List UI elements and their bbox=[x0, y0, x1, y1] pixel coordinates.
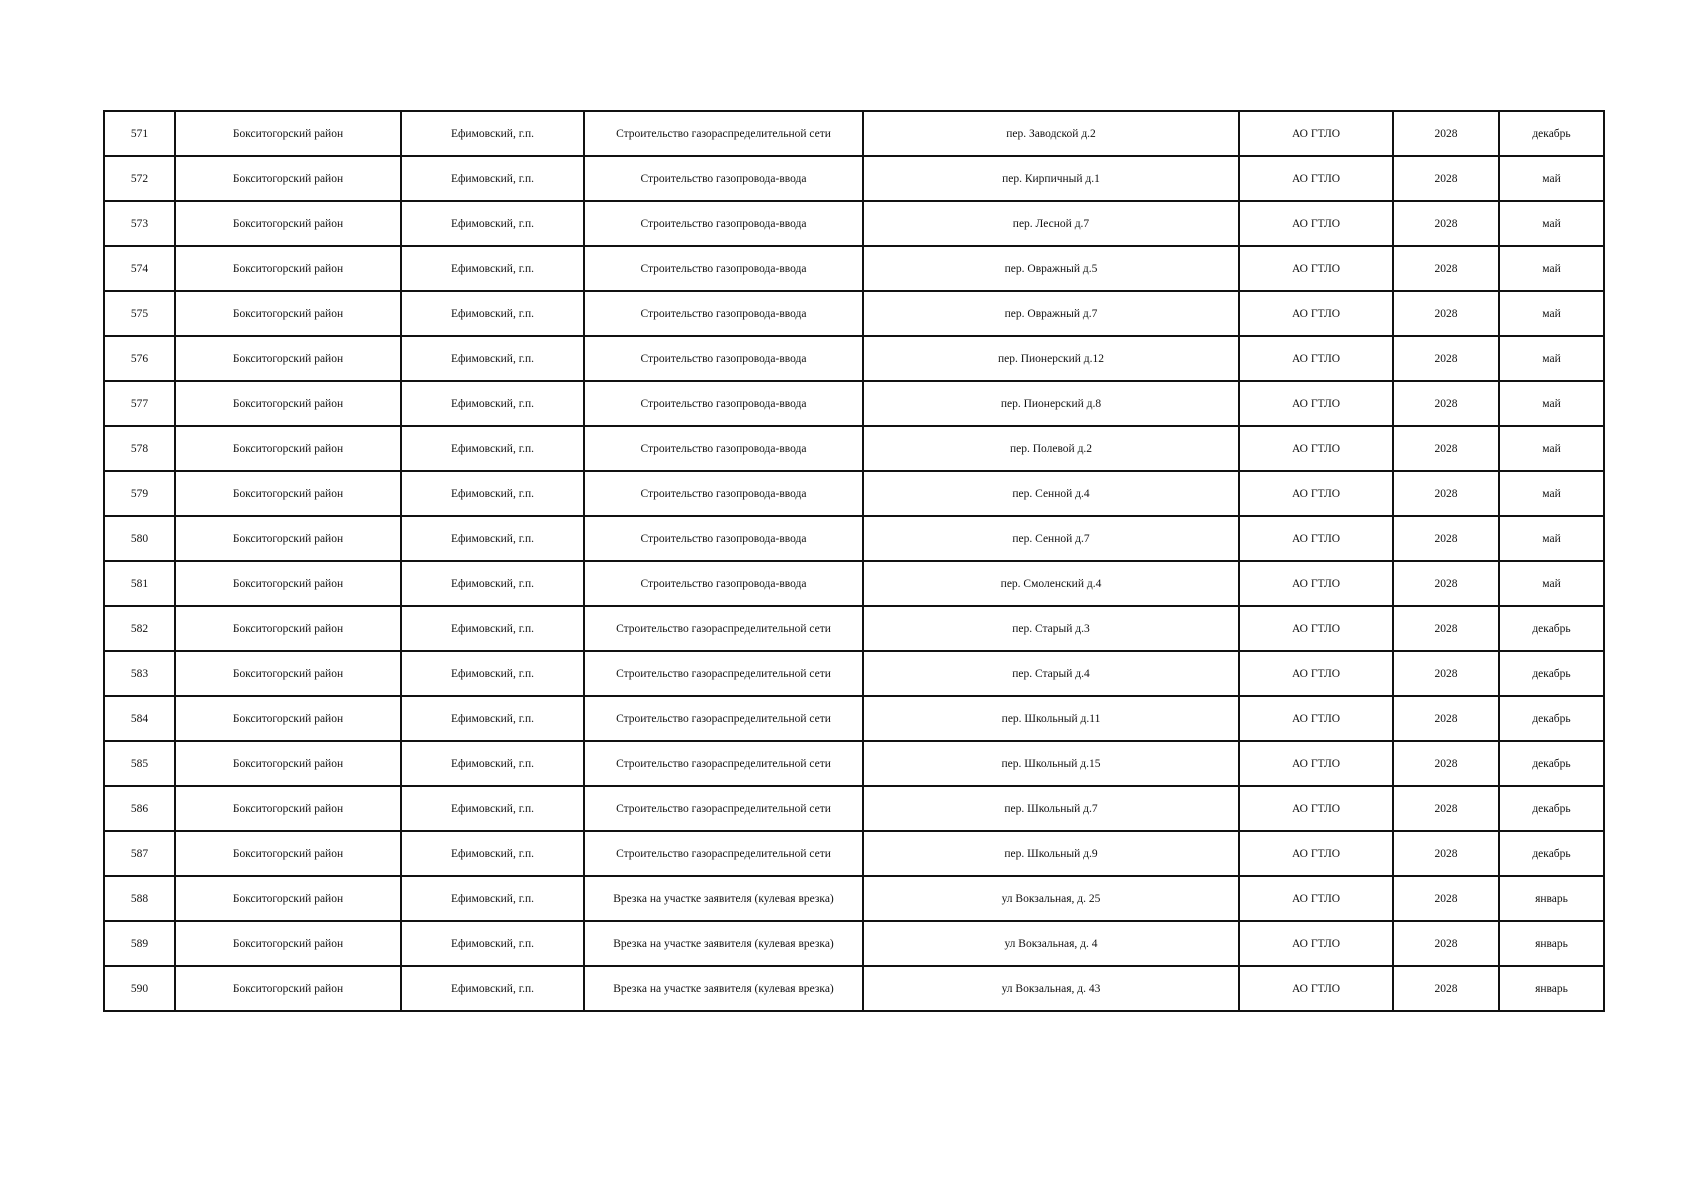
table-row bbox=[104, 156, 1604, 201]
address-cell: ул Вокзальная, д. 4 bbox=[863, 921, 1239, 966]
district-cell: Бокситогорский район bbox=[175, 876, 401, 921]
table-row bbox=[104, 921, 1604, 966]
year-cell: 2028 bbox=[1393, 381, 1499, 426]
organization-cell: АО ГТЛО bbox=[1239, 786, 1393, 831]
district-cell: Бокситогорский район bbox=[175, 696, 401, 741]
address-cell: пер. Школьный д.11 bbox=[863, 696, 1239, 741]
month-cell: январь bbox=[1499, 966, 1604, 1011]
district-cell: Бокситогорский район bbox=[175, 651, 401, 696]
address-cell: пер. Сенной д.4 bbox=[863, 471, 1239, 516]
table-row bbox=[104, 651, 1604, 696]
organization-cell: АО ГТЛО bbox=[1239, 561, 1393, 606]
work-type-cell: Врезка на участке заявителя (кулевая врезка) bbox=[584, 876, 863, 921]
year-cell: 2028 bbox=[1393, 246, 1499, 291]
organization-cell: АО ГТЛО bbox=[1239, 876, 1393, 921]
year-cell: 2028 bbox=[1393, 921, 1499, 966]
month-cell: январь bbox=[1499, 876, 1604, 921]
month-cell: декабрь bbox=[1499, 696, 1604, 741]
organization-cell: АО ГТЛО bbox=[1239, 966, 1393, 1011]
row-number-cell: 583 bbox=[104, 651, 175, 696]
row-number-cell: 575 bbox=[104, 291, 175, 336]
settlement-cell: Ефимовский, г.п. bbox=[401, 381, 584, 426]
month-cell: май bbox=[1499, 471, 1604, 516]
district-cell: Бокситогорский район bbox=[175, 426, 401, 471]
table-row bbox=[104, 561, 1604, 606]
settlement-cell: Ефимовский, г.п. bbox=[401, 651, 584, 696]
month-cell: декабрь bbox=[1499, 606, 1604, 651]
organization-cell: АО ГТЛО bbox=[1239, 201, 1393, 246]
year-cell: 2028 bbox=[1393, 336, 1499, 381]
month-cell: май bbox=[1499, 381, 1604, 426]
district-cell: Бокситогорский район bbox=[175, 111, 401, 156]
district-cell: Бокситогорский район bbox=[175, 516, 401, 561]
table-row bbox=[104, 246, 1604, 291]
work-type-cell: Строительство газопровода-ввода bbox=[584, 246, 863, 291]
year-cell: 2028 bbox=[1393, 606, 1499, 651]
year-cell: 2028 bbox=[1393, 561, 1499, 606]
row-number-cell: 574 bbox=[104, 246, 175, 291]
address-cell: пер. Старый д.4 bbox=[863, 651, 1239, 696]
table-row bbox=[104, 606, 1604, 651]
address-cell: пер. Пионерский д.12 bbox=[863, 336, 1239, 381]
month-cell: январь bbox=[1499, 921, 1604, 966]
address-cell: пер. Сенной д.7 bbox=[863, 516, 1239, 561]
organization-cell: АО ГТЛО bbox=[1239, 696, 1393, 741]
table-body bbox=[104, 111, 1604, 1011]
row-number-cell: 582 bbox=[104, 606, 175, 651]
table-row bbox=[104, 291, 1604, 336]
settlement-cell: Ефимовский, г.п. bbox=[401, 876, 584, 921]
district-cell: Бокситогорский район bbox=[175, 291, 401, 336]
month-cell: май bbox=[1499, 291, 1604, 336]
work-type-cell: Строительство газопровода-ввода bbox=[584, 336, 863, 381]
organization-cell: АО ГТЛО bbox=[1239, 156, 1393, 201]
month-cell: декабрь bbox=[1499, 786, 1604, 831]
organization-cell: АО ГТЛО bbox=[1239, 651, 1393, 696]
year-cell: 2028 bbox=[1393, 696, 1499, 741]
address-cell: пер. Полевой д.2 bbox=[863, 426, 1239, 471]
settlement-cell: Ефимовский, г.п. bbox=[401, 786, 584, 831]
table-row bbox=[104, 201, 1604, 246]
table-row bbox=[104, 876, 1604, 921]
address-cell: пер. Школьный д.15 bbox=[863, 741, 1239, 786]
organization-cell: АО ГТЛО bbox=[1239, 426, 1393, 471]
table-row bbox=[104, 966, 1604, 1011]
organization-cell: АО ГТЛО bbox=[1239, 291, 1393, 336]
settlement-cell: Ефимовский, г.п. bbox=[401, 246, 584, 291]
settlement-cell: Ефимовский, г.п. bbox=[401, 831, 584, 876]
district-cell: Бокситогорский район bbox=[175, 246, 401, 291]
month-cell: май bbox=[1499, 156, 1604, 201]
year-cell: 2028 bbox=[1393, 291, 1499, 336]
row-number-cell: 577 bbox=[104, 381, 175, 426]
address-cell: пер. Старый д.3 bbox=[863, 606, 1239, 651]
month-cell: декабрь bbox=[1499, 831, 1604, 876]
year-cell: 2028 bbox=[1393, 786, 1499, 831]
work-type-cell: Строительство газопровода-ввода bbox=[584, 516, 863, 561]
row-number-cell: 590 bbox=[104, 966, 175, 1011]
work-type-cell: Строительство газопровода-ввода bbox=[584, 471, 863, 516]
work-type-cell: Строительство газопровода-ввода bbox=[584, 291, 863, 336]
district-cell: Бокситогорский район bbox=[175, 156, 401, 201]
settlement-cell: Ефимовский, г.п. bbox=[401, 291, 584, 336]
year-cell: 2028 bbox=[1393, 876, 1499, 921]
work-type-cell: Строительство газопровода-ввода bbox=[584, 426, 863, 471]
address-cell: пер. Овражный д.5 bbox=[863, 246, 1239, 291]
year-cell: 2028 bbox=[1393, 426, 1499, 471]
organization-cell: АО ГТЛО bbox=[1239, 381, 1393, 426]
year-cell: 2028 bbox=[1393, 156, 1499, 201]
settlement-cell: Ефимовский, г.п. bbox=[401, 606, 584, 651]
table-row bbox=[104, 741, 1604, 786]
year-cell: 2028 bbox=[1393, 741, 1499, 786]
table-row bbox=[104, 471, 1604, 516]
work-type-cell: Строительство газораспределительной сети bbox=[584, 786, 863, 831]
organization-cell: АО ГТЛО bbox=[1239, 516, 1393, 561]
work-type-cell: Строительство газопровода-ввода bbox=[584, 156, 863, 201]
address-cell: ул Вокзальная, д. 43 bbox=[863, 966, 1239, 1011]
year-cell: 2028 bbox=[1393, 651, 1499, 696]
district-cell: Бокситогорский район bbox=[175, 381, 401, 426]
year-cell: 2028 bbox=[1393, 831, 1499, 876]
district-cell: Бокситогорский район bbox=[175, 786, 401, 831]
district-cell: Бокситогорский район bbox=[175, 741, 401, 786]
year-cell: 2028 bbox=[1393, 201, 1499, 246]
settlement-cell: Ефимовский, г.п. bbox=[401, 201, 584, 246]
district-cell: Бокситогорский район bbox=[175, 336, 401, 381]
settlement-cell: Ефимовский, г.п. bbox=[401, 696, 584, 741]
settlement-cell: Ефимовский, г.п. bbox=[401, 966, 584, 1011]
organization-cell: АО ГТЛО bbox=[1239, 741, 1393, 786]
data-table bbox=[103, 110, 1605, 1012]
address-cell: пер. Заводской д.2 bbox=[863, 111, 1239, 156]
settlement-cell: Ефимовский, г.п. bbox=[401, 561, 584, 606]
organization-cell: АО ГТЛО bbox=[1239, 336, 1393, 381]
year-cell: 2028 bbox=[1393, 966, 1499, 1011]
district-cell: Бокситогорский район bbox=[175, 966, 401, 1011]
address-cell: пер. Овражный д.7 bbox=[863, 291, 1239, 336]
row-number-cell: 571 bbox=[104, 111, 175, 156]
row-number-cell: 573 bbox=[104, 201, 175, 246]
work-type-cell: Врезка на участке заявителя (кулевая врезка) bbox=[584, 921, 863, 966]
work-type-cell: Строительство газопровода-ввода bbox=[584, 381, 863, 426]
month-cell: май bbox=[1499, 516, 1604, 561]
district-cell: Бокситогорский район bbox=[175, 606, 401, 651]
address-cell: пер. Школьный д.7 bbox=[863, 786, 1239, 831]
district-cell: Бокситогорский район bbox=[175, 201, 401, 246]
address-cell: пер. Пионерский д.8 bbox=[863, 381, 1239, 426]
month-cell: декабрь bbox=[1499, 651, 1604, 696]
table-row bbox=[104, 336, 1604, 381]
district-cell: Бокситогорский район bbox=[175, 561, 401, 606]
row-number-cell: 581 bbox=[104, 561, 175, 606]
settlement-cell: Ефимовский, г.п. bbox=[401, 111, 584, 156]
address-cell: пер. Школьный д.9 bbox=[863, 831, 1239, 876]
table-row bbox=[104, 831, 1604, 876]
settlement-cell: Ефимовский, г.п. bbox=[401, 426, 584, 471]
month-cell: май bbox=[1499, 201, 1604, 246]
month-cell: декабрь bbox=[1499, 111, 1604, 156]
work-type-cell: Строительство газораспределительной сети bbox=[584, 606, 863, 651]
settlement-cell: Ефимовский, г.п. bbox=[401, 516, 584, 561]
work-type-cell: Строительство газораспределительной сети bbox=[584, 696, 863, 741]
organization-cell: АО ГТЛО bbox=[1239, 606, 1393, 651]
row-number-cell: 589 bbox=[104, 921, 175, 966]
row-number-cell: 586 bbox=[104, 786, 175, 831]
organization-cell: АО ГТЛО bbox=[1239, 246, 1393, 291]
month-cell: декабрь bbox=[1499, 741, 1604, 786]
district-cell: Бокситогорский район bbox=[175, 921, 401, 966]
work-type-cell: Врезка на участке заявителя (кулевая врезка) bbox=[584, 966, 863, 1011]
organization-cell: АО ГТЛО bbox=[1239, 831, 1393, 876]
organization-cell: АО ГТЛО bbox=[1239, 471, 1393, 516]
row-number-cell: 578 bbox=[104, 426, 175, 471]
row-number-cell: 584 bbox=[104, 696, 175, 741]
row-number-cell: 585 bbox=[104, 741, 175, 786]
organization-cell: АО ГТЛО bbox=[1239, 111, 1393, 156]
table-row bbox=[104, 111, 1604, 156]
year-cell: 2028 bbox=[1393, 516, 1499, 561]
row-number-cell: 587 bbox=[104, 831, 175, 876]
table-row bbox=[104, 786, 1604, 831]
address-cell: пер. Смоленский д.4 bbox=[863, 561, 1239, 606]
table-row bbox=[104, 381, 1604, 426]
settlement-cell: Ефимовский, г.п. bbox=[401, 156, 584, 201]
row-number-cell: 588 bbox=[104, 876, 175, 921]
year-cell: 2028 bbox=[1393, 471, 1499, 516]
address-cell: ул Вокзальная, д. 25 bbox=[863, 876, 1239, 921]
district-cell: Бокситогорский район bbox=[175, 471, 401, 516]
settlement-cell: Ефимовский, г.п. bbox=[401, 471, 584, 516]
work-type-cell: Строительство газораспределительной сети bbox=[584, 651, 863, 696]
row-number-cell: 580 bbox=[104, 516, 175, 561]
address-cell: пер. Лесной д.7 bbox=[863, 201, 1239, 246]
settlement-cell: Ефимовский, г.п. bbox=[401, 741, 584, 786]
organization-cell: АО ГТЛО bbox=[1239, 921, 1393, 966]
work-type-cell: Строительство газораспределительной сети bbox=[584, 831, 863, 876]
row-number-cell: 579 bbox=[104, 471, 175, 516]
year-cell: 2028 bbox=[1393, 111, 1499, 156]
month-cell: май bbox=[1499, 336, 1604, 381]
work-type-cell: Строительство газопровода-ввода bbox=[584, 561, 863, 606]
settlement-cell: Ефимовский, г.п. bbox=[401, 921, 584, 966]
work-type-cell: Строительство газопровода-ввода bbox=[584, 201, 863, 246]
month-cell: май bbox=[1499, 426, 1604, 471]
row-number-cell: 572 bbox=[104, 156, 175, 201]
table-row bbox=[104, 426, 1604, 471]
work-type-cell: Строительство газораспределительной сети bbox=[584, 741, 863, 786]
row-number-cell: 576 bbox=[104, 336, 175, 381]
district-cell: Бокситогорский район bbox=[175, 831, 401, 876]
work-type-cell: Строительство газораспределительной сети bbox=[584, 111, 863, 156]
table-row bbox=[104, 696, 1604, 741]
table-row bbox=[104, 516, 1604, 561]
month-cell: май bbox=[1499, 246, 1604, 291]
month-cell: май bbox=[1499, 561, 1604, 606]
address-cell: пер. Кирпичный д.1 bbox=[863, 156, 1239, 201]
settlement-cell: Ефимовский, г.п. bbox=[401, 336, 584, 381]
